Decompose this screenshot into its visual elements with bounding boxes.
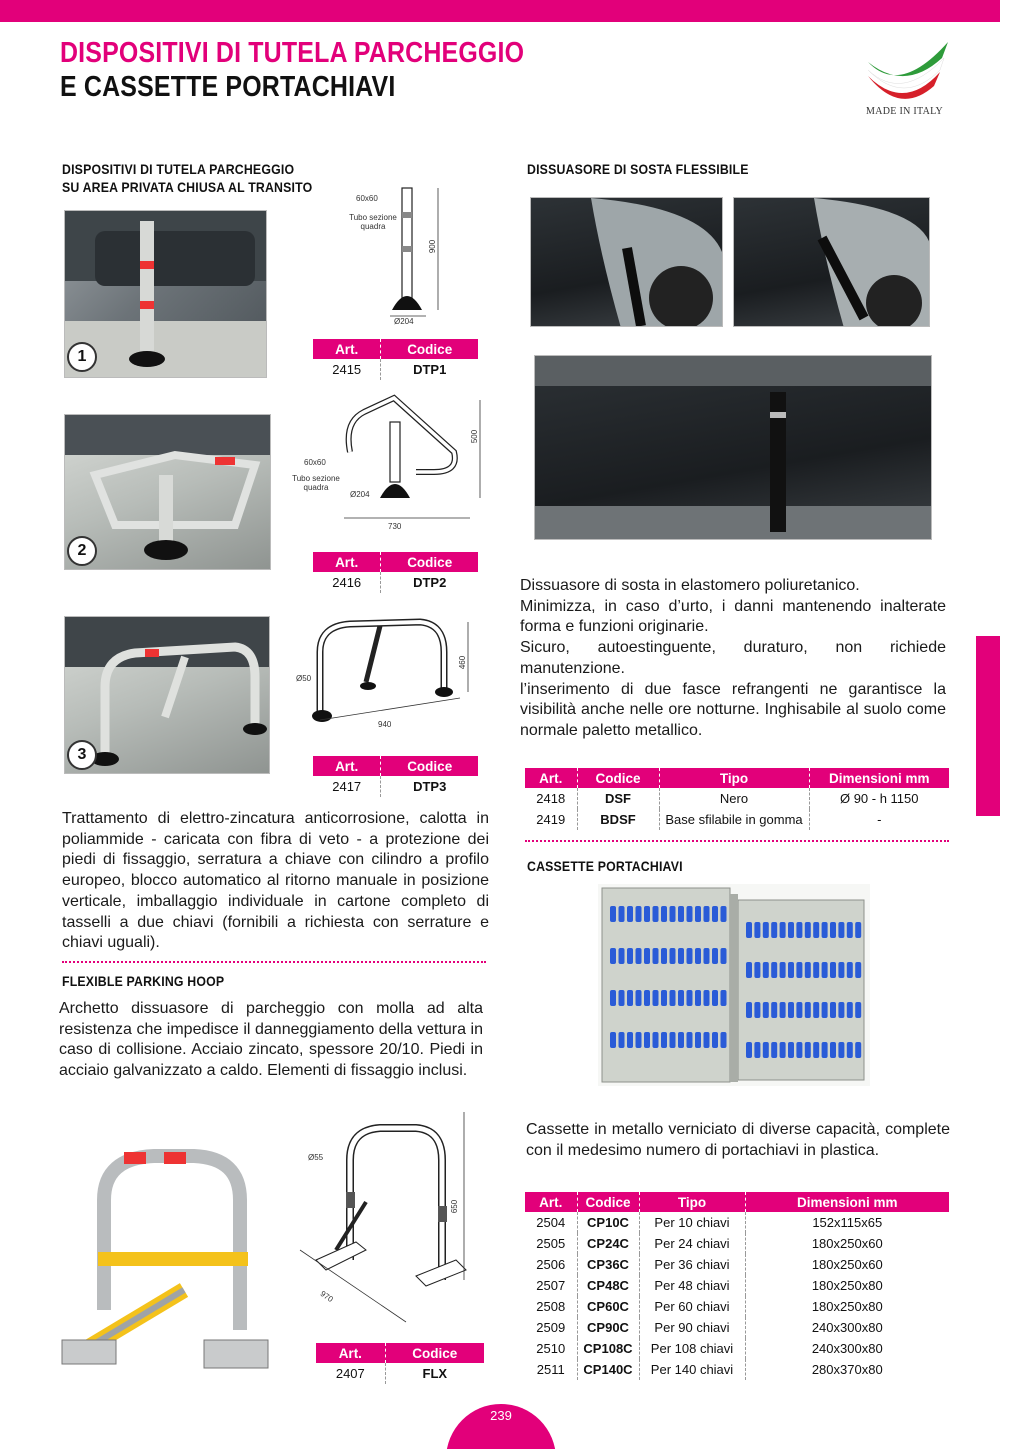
key-tag xyxy=(754,1042,760,1058)
section-title-cassette: CASSETTE PORTACHIAVI xyxy=(527,858,683,874)
parking-devices-description: Trattamento di elettro-zincatura anticorrosione, calotta in poliammide - caricata con fibra di veto - a protezione dei piedi di fissaggio, serratura a chiave con cilindro a profilo europeo, blocco automatico al ritorno manuale in posizione verticale, imballaggio individuale in cartone completo di tasselli a due chiavi (fornibili a richiesta con serrature e chiavi uguali). xyxy=(62,810,489,952)
key-tag xyxy=(830,1002,836,1018)
key-tag xyxy=(661,990,667,1006)
key-tag xyxy=(855,922,861,938)
table-row: 2507 CP48C Per 48 chiavi 180x250x80 xyxy=(525,1275,949,1296)
key-tag xyxy=(754,962,760,978)
table-row: 2418 DSF Nero Ø 90 - h 1150 xyxy=(525,788,949,809)
key-tag xyxy=(746,962,752,978)
key-tag xyxy=(796,1002,802,1018)
key-tag xyxy=(636,990,642,1006)
technical-drawing-dtp3: Ø50 460 940 xyxy=(290,612,490,737)
key-tag xyxy=(805,1002,811,1018)
key-tag xyxy=(721,906,727,922)
section-divider xyxy=(525,840,949,842)
key-tag xyxy=(670,990,676,1006)
made-in-italy-label: MADE IN ITALY xyxy=(866,106,944,117)
key-tag xyxy=(695,1032,701,1048)
key-tag xyxy=(780,1042,786,1058)
key-tag xyxy=(780,962,786,978)
key-tag xyxy=(661,906,667,922)
table-row: 2508 CP60C Per 60 chiavi 180x250x80 xyxy=(525,1296,949,1317)
product-badge-2: 2 xyxy=(67,536,97,566)
key-tag xyxy=(653,1032,659,1048)
key-tag xyxy=(687,990,693,1006)
key-tag xyxy=(822,1002,828,1018)
table-row: 2419 BDSF Base sfilabile in gomma - xyxy=(525,809,949,830)
key-tag xyxy=(771,922,777,938)
key-tag xyxy=(855,962,861,978)
key-tag xyxy=(678,990,684,1006)
key-tag xyxy=(763,962,769,978)
product-badge-1: 1 xyxy=(67,342,97,372)
key-tag xyxy=(704,948,710,964)
key-tag xyxy=(813,1042,819,1058)
key-tag xyxy=(822,1042,828,1058)
side-section-tab xyxy=(976,636,1000,816)
table-row: 2511 CP140C Per 140 chiavi 280x370x80 xyxy=(525,1359,949,1380)
key-tag xyxy=(695,990,701,1006)
key-tag xyxy=(847,922,853,938)
key-tag xyxy=(670,1032,676,1048)
key-tag xyxy=(627,1032,633,1048)
key-tag xyxy=(627,906,633,922)
key-tag xyxy=(678,1032,684,1048)
technical-drawing-flx: Ø55 650 970 xyxy=(296,1110,496,1325)
key-tag xyxy=(712,906,718,922)
key-tag xyxy=(796,922,802,938)
key-tag xyxy=(847,1042,853,1058)
product-badge-3: 3 xyxy=(67,740,97,770)
key-tag xyxy=(805,922,811,938)
page-title xyxy=(60,36,524,104)
key-tag xyxy=(855,1042,861,1058)
key-tag xyxy=(838,1042,844,1058)
key-tag xyxy=(670,906,676,922)
technical-drawing-dtp2: 60x60 Tubo sezione quadra 500 Ø204 730 xyxy=(284,392,494,537)
product-table-dtp2: Art. Codice 2416 DTP2 xyxy=(313,552,478,593)
top-accent-bar xyxy=(0,0,1000,22)
section-title-flex: FLEXIBLE PARKING HOOP xyxy=(62,973,225,989)
key-tag xyxy=(721,1032,727,1048)
key-tag xyxy=(754,922,760,938)
key-tag xyxy=(653,948,659,964)
key-tag xyxy=(712,1032,718,1048)
key-tag xyxy=(830,922,836,938)
table-row: 2510 CP108C Per 108 chiavi 240x300x80 xyxy=(525,1338,949,1359)
dissuasore-photo-2 xyxy=(733,197,930,327)
key-tag xyxy=(721,948,727,964)
key-tag xyxy=(780,922,786,938)
key-tag xyxy=(771,1002,777,1018)
key-tag xyxy=(838,962,844,978)
key-tag xyxy=(678,948,684,964)
key-tag xyxy=(838,922,844,938)
table-row: 2506 CP36C Per 36 chiavi 180x250x60 xyxy=(525,1254,949,1275)
dissuasore-photo-1 xyxy=(530,197,723,327)
key-tag xyxy=(636,948,642,964)
key-tag xyxy=(805,1042,811,1058)
key-tag xyxy=(687,1032,693,1048)
key-tag xyxy=(627,990,633,1006)
key-tag xyxy=(644,948,650,964)
page-title-line1: DISPOSITIVI DI TUTELA PARCHEGGIO xyxy=(60,37,525,69)
key-tag xyxy=(754,1002,760,1018)
key-tag xyxy=(813,962,819,978)
key-tag xyxy=(813,922,819,938)
key-cabinet-photo xyxy=(598,884,870,1086)
key-tag xyxy=(670,948,676,964)
key-tag xyxy=(746,1002,752,1018)
table-row: 2505 CP24C Per 24 chiavi 180x250x60 xyxy=(525,1233,949,1254)
key-tag xyxy=(822,962,828,978)
flex-description: Archetto dissuasore di parcheggio con molla ad alta resistenza che impedisce il danneggiamento della vettura in caso di collisione. Acciaio zincato, spessore 20/10. Piedi in acciaio galvanizzato a caldo. Elementi di fissaggio inclusi. xyxy=(59,1000,483,1080)
key-tag xyxy=(653,906,659,922)
key-tag xyxy=(847,1002,853,1018)
key-tag xyxy=(610,1032,616,1048)
key-tag xyxy=(771,1042,777,1058)
dissuasore-photo-3 xyxy=(534,355,932,540)
key-tag xyxy=(619,1032,625,1048)
key-tag xyxy=(644,1032,650,1048)
key-tag xyxy=(610,906,616,922)
key-tag xyxy=(780,1002,786,1018)
key-tag xyxy=(830,1042,836,1058)
key-tag xyxy=(721,990,727,1006)
key-tag xyxy=(847,962,853,978)
page-number: 239 xyxy=(490,1408,512,1423)
technical-drawing-dtp1: 60x60 Tubo sezione quadra 900 Ø204 xyxy=(330,182,480,328)
key-tag xyxy=(704,906,710,922)
key-tag xyxy=(763,922,769,938)
key-tag xyxy=(687,948,693,964)
key-tag xyxy=(763,1002,769,1018)
key-tag xyxy=(796,1042,802,1058)
key-tag xyxy=(636,1032,642,1048)
key-tag xyxy=(746,1042,752,1058)
key-tag xyxy=(838,1002,844,1018)
key-tag xyxy=(771,962,777,978)
key-tag xyxy=(636,906,642,922)
key-tag xyxy=(644,990,650,1006)
key-tag xyxy=(704,1032,710,1048)
product-table-flx: Art. Codice 2407 FLX xyxy=(316,1343,484,1384)
key-tag xyxy=(788,922,794,938)
key-tag xyxy=(855,1002,861,1018)
key-tag xyxy=(687,906,693,922)
key-tag xyxy=(695,948,701,964)
key-tag xyxy=(788,1002,794,1018)
key-tag xyxy=(704,990,710,1006)
cassette-description: Cassette in metallo verniciato di diverse capacità, complete con il medesimo numero di portachiavi in plastica. xyxy=(526,1121,950,1159)
key-tag xyxy=(712,990,718,1006)
section-title-parking-devices: DISPOSITIVI DI TUTELA PARCHEGGIO SU AREA PRIVATA CHIUSA AL TRANSITO xyxy=(62,161,313,195)
key-tag xyxy=(619,906,625,922)
product-table-dtp3: Art. Codice 2417 DTP3 xyxy=(313,756,478,797)
key-tag xyxy=(619,948,625,964)
key-tag xyxy=(763,1042,769,1058)
key-tag xyxy=(695,906,701,922)
key-tag xyxy=(822,922,828,938)
italy-flag-swoosh-icon xyxy=(860,36,960,106)
cassette-table: Art. Codice Tipo Dimensioni mm 2504 CP10C Per 10 chiavi 152x115x65 2505 CP24C Per 24 chiavi 180x250x60 2506 CP36C Per 36 chiavi 180x250x60 2507 CP48C Per 48 chiavi 180x250x80 2508 CP60C Per 60 chiavi 180x250x80 2509 CP90C Per 90 chiavi 240x300x80 2510 CP108C Per 108 chiavi 240x300x80 2511 CP140C Per 140 chiavi 280x370x80 xyxy=(525,1192,949,1380)
table-row: 2504 CP10C Per 10 chiavi 152x115x65 xyxy=(525,1212,949,1233)
key-tag xyxy=(610,948,616,964)
key-tag xyxy=(610,990,616,1006)
key-tag xyxy=(661,948,667,964)
key-tag xyxy=(661,1032,667,1048)
table-row: 2509 CP90C Per 90 chiavi 240x300x80 xyxy=(525,1317,949,1338)
key-tag xyxy=(627,948,633,964)
dissuasore-table: Art. Codice Tipo Dimensioni mm 2418 DSF Nero Ø 90 - h 1150 2419 BDSF Base sfilabile in gomma - xyxy=(525,768,949,830)
key-tag xyxy=(644,906,650,922)
section-title-dissuasore: DISSUASORE DI SOSTA FLESSIBILE xyxy=(527,161,749,177)
product-photo-flx xyxy=(54,1140,274,1380)
key-tag xyxy=(712,948,718,964)
key-tag xyxy=(788,962,794,978)
key-tag xyxy=(788,1042,794,1058)
key-tag xyxy=(746,922,752,938)
key-tag xyxy=(805,962,811,978)
key-tag xyxy=(830,962,836,978)
key-tag xyxy=(653,990,659,1006)
made-in-italy-logo xyxy=(860,36,960,122)
key-tag xyxy=(678,906,684,922)
dissuasore-description: Dissuasore di sosta in elastomero poliuretanico. Minimizza, in caso d’urto, i danni mantenendo inalterate forma e funzioni originarie. Sicuro, autoestinguente, duraturo, non richiede manutenzione. l’inserimento di due fasce refrangenti ne garantisce la visibilità anche nelle ore notturne. Inghisabile al suolo come normale paletto metallico. xyxy=(520,577,946,739)
section-divider xyxy=(62,961,486,963)
page-title-line2: E CASSETTE PORTACHIAVI xyxy=(60,71,396,103)
product-table-dtp1: Art. Codice 2415 DTP1 xyxy=(313,339,478,380)
key-tag xyxy=(619,990,625,1006)
key-tag xyxy=(796,962,802,978)
key-tag xyxy=(813,1002,819,1018)
